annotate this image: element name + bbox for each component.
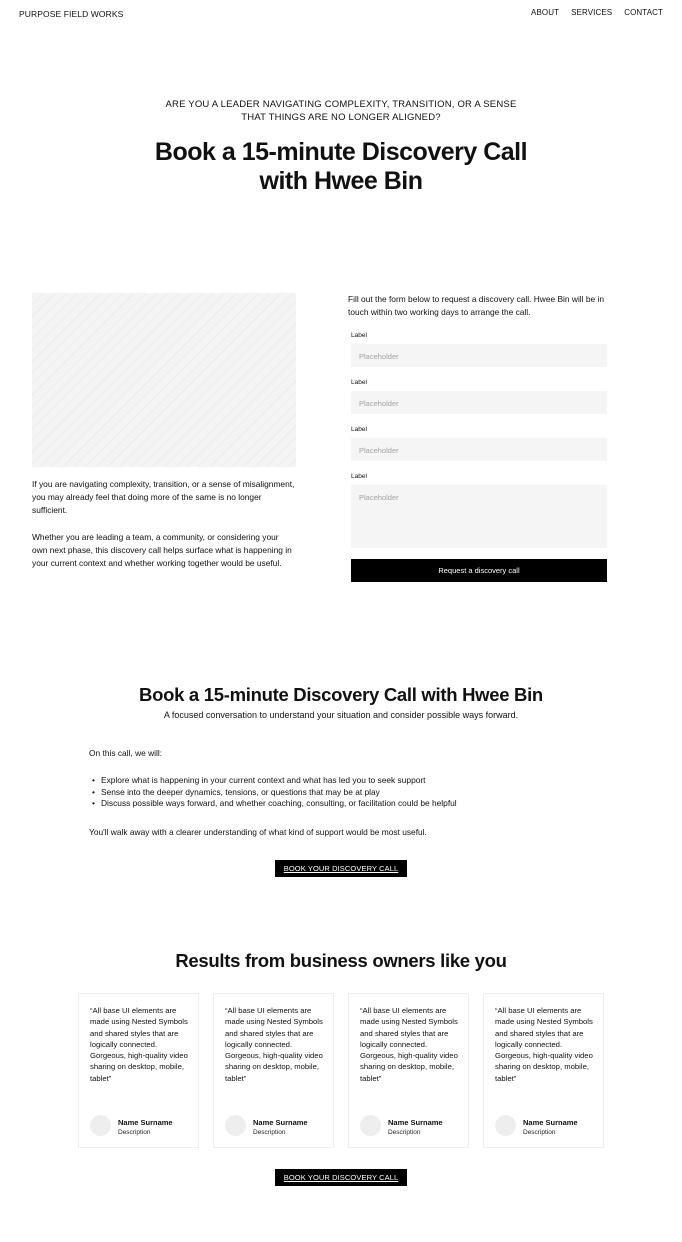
call-subtitle: A focused conversation to understand your situation and consider possible ways forward. bbox=[163, 710, 519, 720]
site-header bbox=[0, 0, 682, 30]
list-item: • Discuss possible ways forward, and whether coaching, consulting, or facilitation could be helpful bbox=[89, 798, 609, 810]
brand-logo-text[interactable]: PURPOSE FIELD WORKS bbox=[19, 9, 124, 19]
hero-eyebrow: ARE YOU A LEADER NAVIGATING COMPLEXITY, TRANSITION, OR A SENSE THAT THINGS ARE NO LONGER ALIGNED? bbox=[165, 99, 517, 123]
testimonial-card bbox=[78, 993, 199, 1148]
intro-copy bbox=[32, 478, 296, 570]
testimonial-card bbox=[483, 993, 604, 1148]
testimonial-card bbox=[348, 993, 469, 1148]
call-lead: On this call, we will: bbox=[89, 748, 163, 758]
field-label: Label bbox=[351, 473, 367, 480]
testimonial-name: Name Surname bbox=[388, 1118, 443, 1127]
field-label: Label bbox=[351, 332, 367, 339]
call-details bbox=[89, 748, 609, 838]
testimonial-quote: “All base UI elements are made using Nested Symbols and shared styles that are logically connected. Gorgeous, high-quality video sharing on desktop, mobile, tablet” bbox=[90, 1006, 188, 1083]
field-label: Label bbox=[351, 379, 367, 386]
nav-services[interactable]: SERVICES bbox=[571, 8, 613, 17]
hero-section bbox=[0, 98, 682, 195]
testimonial-name: Name Surname bbox=[118, 1118, 173, 1127]
testimonial-name: Name Surname bbox=[523, 1118, 578, 1127]
testimonial-card bbox=[213, 993, 334, 1148]
avatar bbox=[225, 1115, 246, 1136]
call-title: Book a 15-minute Discovery Call with Hwee Bin bbox=[139, 684, 543, 705]
form-textarea[interactable]: Placeholder bbox=[351, 485, 607, 548]
book-call-button[interactable]: BOOK YOUR DISCOVERY CALL bbox=[275, 860, 407, 877]
testimonial-name: Name Surname bbox=[253, 1118, 308, 1127]
discovery-call-form bbox=[351, 331, 607, 582]
testimonial-description: Description bbox=[118, 1129, 151, 1136]
testimonial-description: Description bbox=[253, 1129, 286, 1136]
book-call-button-bottom[interactable]: BOOK YOUR DISCOVERY CALL bbox=[275, 1169, 407, 1186]
testimonial-cards bbox=[78, 993, 605, 1148]
call-section bbox=[0, 684, 682, 721]
results-title: Results from business owners like you bbox=[175, 950, 507, 971]
avatar bbox=[360, 1115, 381, 1136]
request-call-button[interactable]: Request a discovery call bbox=[351, 559, 607, 582]
nav-about[interactable]: ABOUT bbox=[531, 8, 560, 17]
avatar bbox=[495, 1115, 516, 1136]
testimonial-quote: “All base UI elements are made using Nested Symbols and shared styles that are logically connected. Gorgeous, high-quality video sharing on desktop, mobile, tablet” bbox=[360, 1006, 458, 1083]
call-outro: You'll walk away with a clearer understanding of what kind of support would be most useful. bbox=[89, 826, 427, 837]
field-label: Label bbox=[351, 426, 367, 433]
form-input-2[interactable]: Placeholder bbox=[351, 391, 607, 414]
call-bullet-list bbox=[89, 775, 609, 810]
nav-contact[interactable]: CONTACT bbox=[624, 8, 663, 17]
intro-paragraph: If you are navigating complexity, transition, or a sense of misalignment, you may already feel that doing more of the same is no longer sufficient. bbox=[32, 479, 295, 516]
form-input-1[interactable]: Placeholder bbox=[351, 344, 607, 367]
main-nav bbox=[531, 8, 663, 17]
testimonial-description: Description bbox=[523, 1129, 556, 1136]
testimonial-quote: “All base UI elements are made using Nested Symbols and shared styles that are logically connected. Gorgeous, high-quality video sharing on desktop, mobile, tablet” bbox=[495, 1006, 593, 1083]
list-item: • Sense into the deeper dynamics, tensions, or questions that may be at play bbox=[89, 787, 609, 799]
list-item: • Explore what is happening in your current context and what has led you to seek support bbox=[89, 775, 609, 787]
avatar bbox=[90, 1115, 111, 1136]
testimonial-quote: “All base UI elements are made using Nested Symbols and shared styles that are logically connected. Gorgeous, high-quality video sharing on desktop, mobile, tablet” bbox=[225, 1006, 323, 1083]
form-intro: Fill out the form below to request a discovery call. Hwee Bin will be in touch within two working days to arrange the call. bbox=[348, 294, 605, 318]
form-input-3[interactable]: Placeholder bbox=[351, 438, 607, 461]
image-placeholder bbox=[32, 293, 296, 467]
intro-paragraph: Whether you are leading a team, a community, or considering your own next phase, this discovery call helps surface what is happening in your current context and whether working together would be useful. bbox=[32, 531, 292, 569]
hero-title: Book a 15-minute Discovery Call with Hwee Bin bbox=[154, 138, 528, 195]
testimonial-description: Description bbox=[388, 1129, 421, 1136]
